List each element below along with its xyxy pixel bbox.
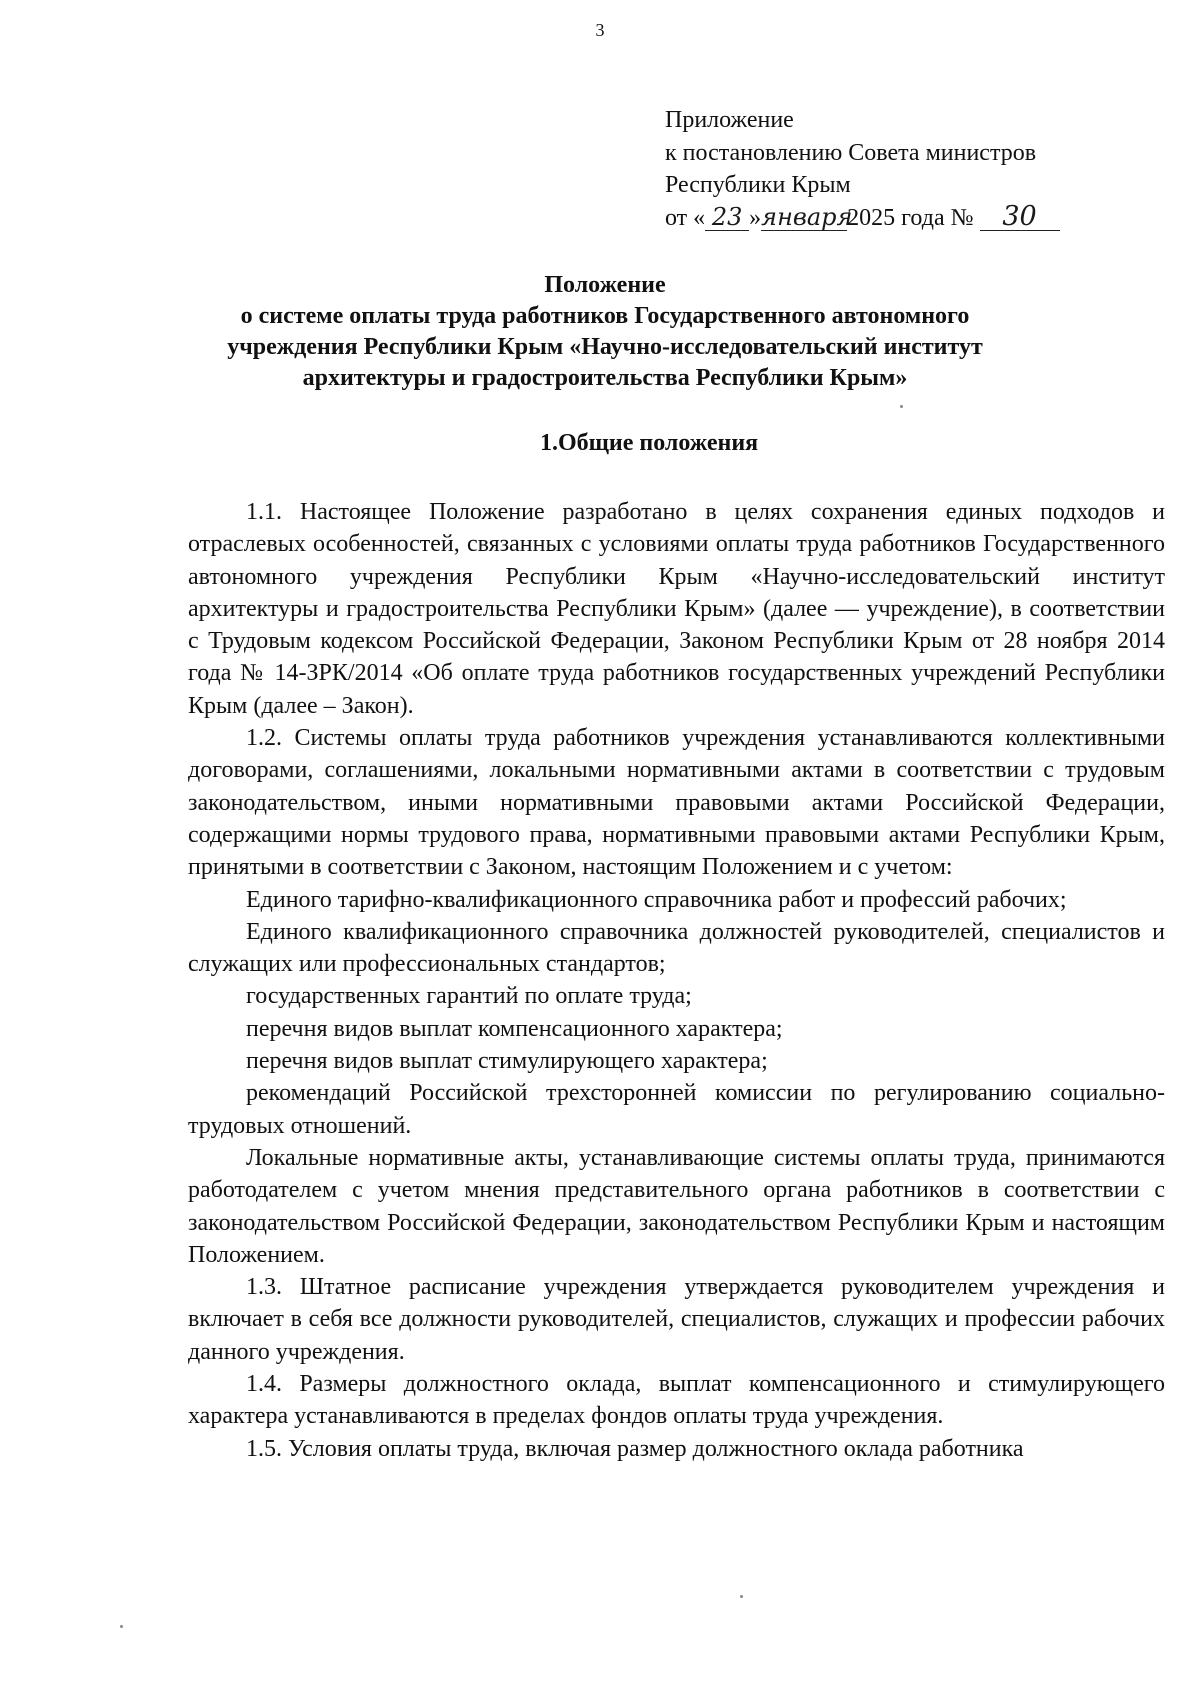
paragraph-1-2: 1.2. Системы оплаты труда работников учреждения устанавливаются коллективными договорами, соглашениями, локальными нормативными актами в соответствии с трудовым законодательством, иными нормативными правовыми актами Российской Федерации, содержащими нормы трудового права, нормативными правовыми актами Республики Крым, принятыми в соответствии с Законом, настоящим Положением и с учетом: xyxy=(188,725,1165,881)
handwritten-month: января xyxy=(761,202,853,231)
paragraph-1-1: 1.1. Настоящее Положение разработано в целях сохранения единых подходов и отраслевых особенностей, связанных с условиями оплаты труда работников Государственного автономного учреждения Республики Крым «Научно-исследовательский институт архитектуры и градостроительства Республики Крым» (далее — учреждение), в соответствии с Трудовым кодексом Российской Федерации, Законом Республики Крым от 28 ноября 2014 года № 14-ЗРК/2014 «Об оплате труда работников государственных учреждений Республики Крым (далее – Закон). xyxy=(188,499,1165,719)
document-title xyxy=(180,270,1030,394)
appendix-block xyxy=(665,104,1185,234)
body-text xyxy=(188,496,1165,1465)
appendix-decree-line: к постановлению Совета министров xyxy=(665,139,1037,166)
page-number: 3 xyxy=(595,20,605,40)
section-heading: 1.Общие положения xyxy=(540,430,759,456)
paragraph-1-5: 1.5. Условия оплаты труда, включая размер должностного оклада работника xyxy=(246,1435,1024,1462)
appendix-label: Приложение xyxy=(665,107,794,133)
date-year: 2025 года № xyxy=(847,204,974,231)
handwritten-day: 23 xyxy=(705,204,749,231)
paragraph-local-acts: Локальные нормативные акты, устанавливающие системы оплаты труда, принимаются работодателем с учетом мнения представительного органа работников в соответствии с законодательством Российской Федерации, законодательством Республики Крым и настоящим Положением. xyxy=(188,1144,1165,1268)
list-item: Единого квалификационного справочника должностей руководителей, специалистов и служащих или профессиональных стандартов; xyxy=(188,918,1165,978)
paragraph-1-4: 1.4. Размеры должностного оклада, выплат компенсационного и стимулирующего характера устанавливаются в пределах фондов оплаты труда учреждения. xyxy=(188,1371,1165,1430)
title-line-4: архитектуры и градостроительства Республики Крым» xyxy=(302,365,908,391)
list-item: Единого тарифно-квалификационного справочника работ и профессий рабочих; xyxy=(246,886,1067,913)
title-line-2: о системе оплаты труда работников Государственного автономного xyxy=(240,303,970,329)
date-prefix: от « xyxy=(665,204,706,231)
list-item: перечня видов выплат стимулирующего характера; xyxy=(246,1048,768,1075)
scan-speck xyxy=(740,1595,743,1598)
scan-speck xyxy=(120,1625,123,1628)
title-line-3: учреждения Республики Крым «Научно-исследовательский институт xyxy=(227,334,983,360)
appendix-date-line xyxy=(665,202,1185,235)
title-line-1: Положение xyxy=(544,272,666,298)
paragraph-1-3: 1.3. Штатное расписание учреждения утверждается руководителем учреждения и включает в себя все должности руководителей, специалистов, служащих и профессии рабочих данного учреждения. xyxy=(188,1274,1165,1365)
list-item: рекомендаций Российской трехсторонней комиссии по регулированию социально-трудовых отношений. xyxy=(188,1080,1165,1139)
list-item: государственных гарантий по оплате труда; xyxy=(246,983,692,1010)
appendix-republic-line: Республики Крым xyxy=(665,172,851,198)
list-item: перечня видов выплат компенсационного характера; xyxy=(246,1015,783,1042)
scan-speck xyxy=(900,405,903,408)
date-mid: » xyxy=(749,204,762,231)
handwritten-doc-number: 30 xyxy=(980,204,1060,231)
